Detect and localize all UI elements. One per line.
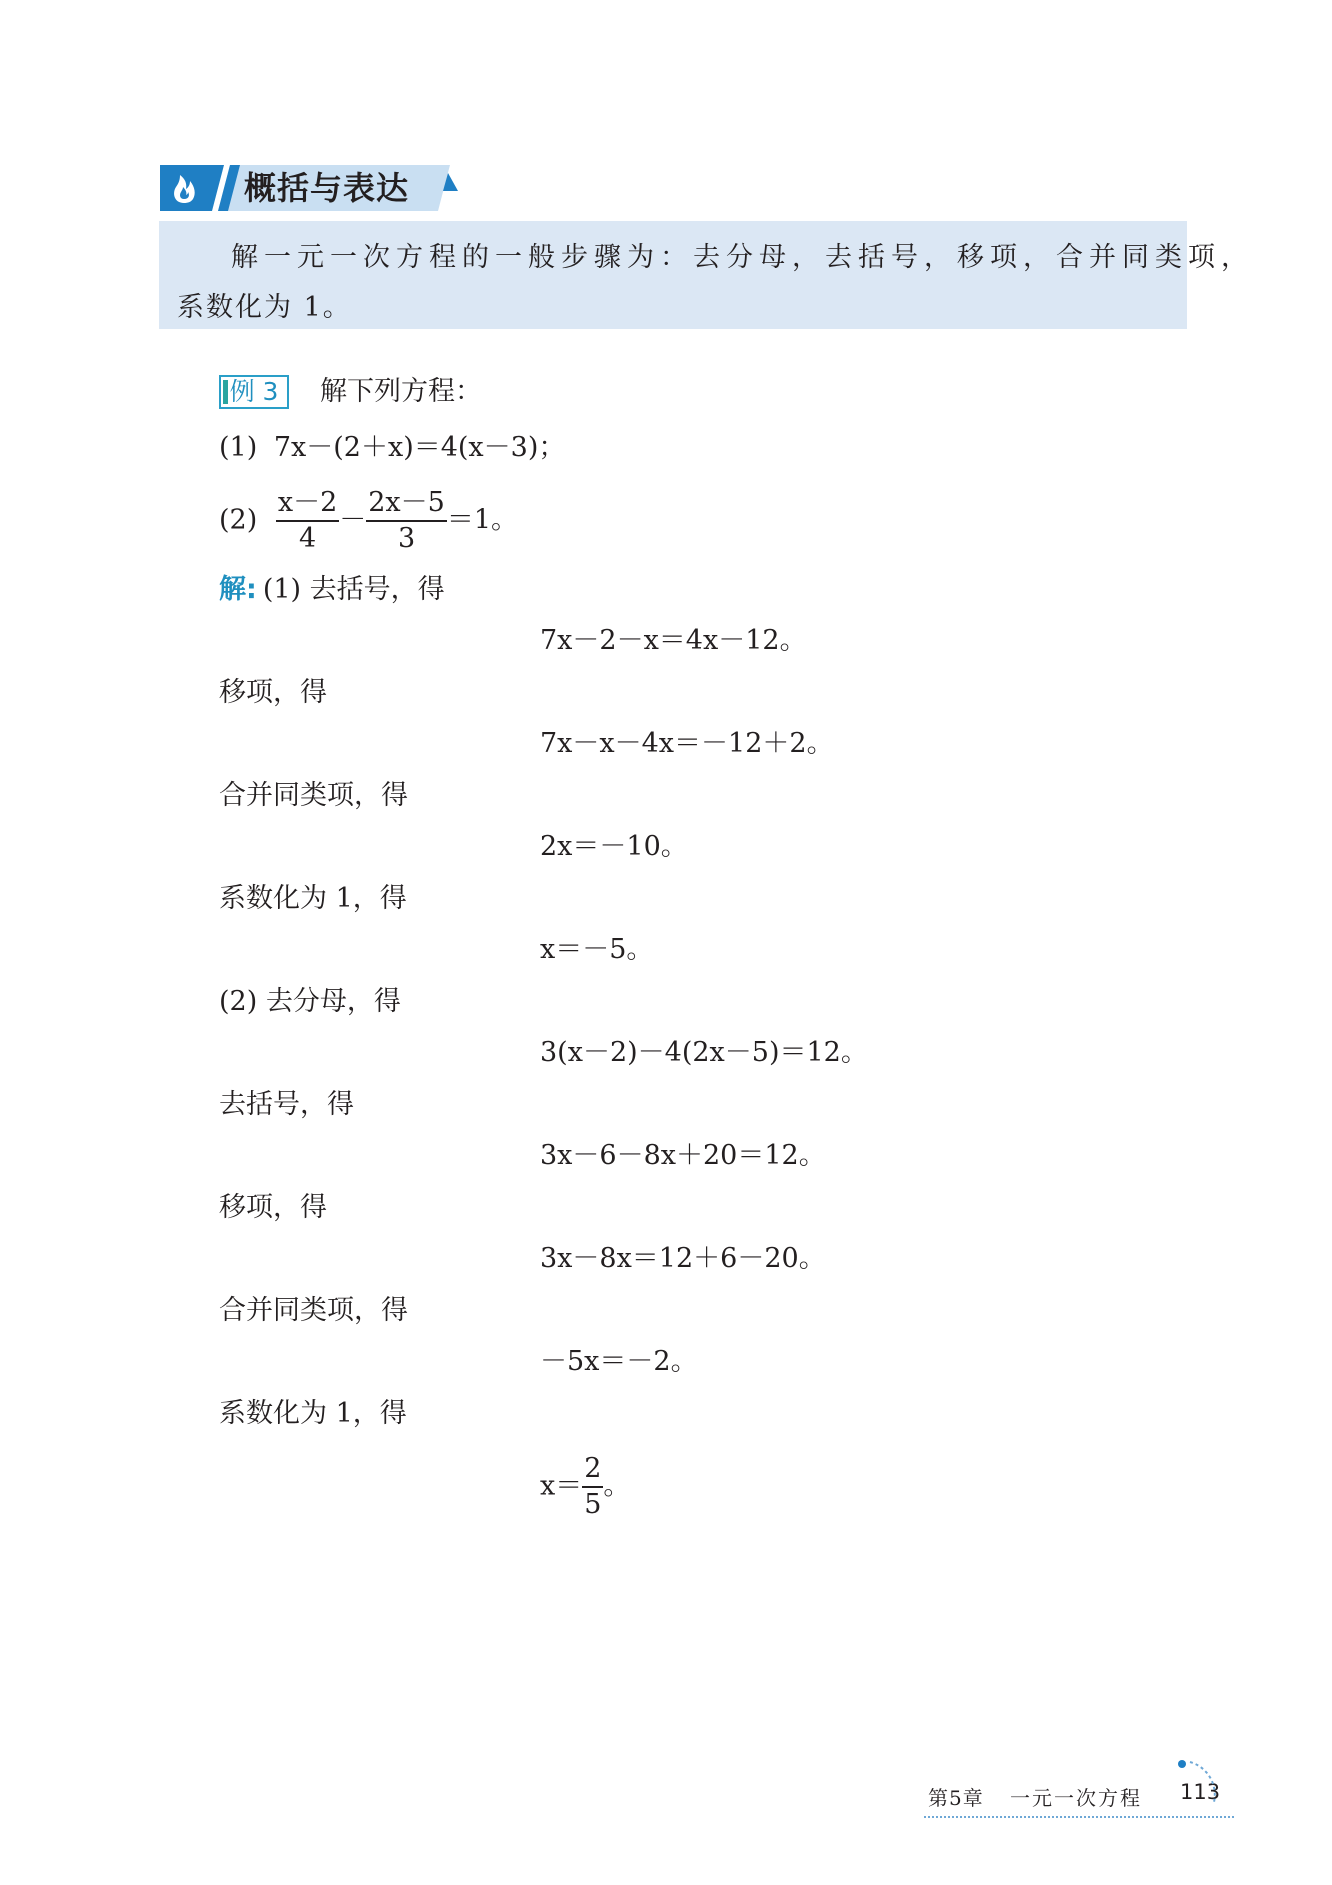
footer-arc-decoration xyxy=(1160,1752,1230,1822)
page-number: 113 xyxy=(1180,1780,1221,1804)
step-text: 去括号，得 xyxy=(219,1089,354,1120)
step-text: 系数化为 1，得 xyxy=(219,883,407,914)
final-fraction xyxy=(582,1452,603,1522)
step-equation: 3(x－2)－4(2x－5)＝12。 xyxy=(540,1037,868,1068)
step-text: (1) 去括号，得 xyxy=(262,574,445,605)
step-equation: 7x－2－x＝4x－12。 xyxy=(540,625,807,656)
summary-line-1: 解一元一次方程的一般步骤为：去分母，去括号，移项，合并同类项， xyxy=(231,242,1254,273)
final-fraction-denominator: 5 xyxy=(584,1488,602,1520)
summary-box xyxy=(159,221,1254,329)
step-text: 移项，得 xyxy=(219,677,327,708)
final-answer-lhs: x＝ xyxy=(540,1470,583,1502)
step-text: (2) 去分母，得 xyxy=(219,986,401,1017)
section-header xyxy=(160,163,460,213)
problem-2-index: (2) xyxy=(219,504,258,536)
problem-1-equation: 7x－(2＋x)＝4(x－3)； xyxy=(273,432,566,463)
solution-step-1 xyxy=(219,572,445,608)
step-equation: 7x－x－4x＝－12＋2。 xyxy=(540,728,834,759)
step-equation: －5x＝－2。 xyxy=(540,1346,698,1377)
problem-2 xyxy=(219,482,518,559)
footer-chapter: 第5章 xyxy=(928,1786,984,1810)
summary-line-2: 系数化为 1。 xyxy=(177,292,352,323)
fraction-2-denominator: 3 xyxy=(397,522,416,554)
example-prompt: 解下列方程： xyxy=(320,376,482,407)
fraction-1-denominator: 4 xyxy=(298,522,317,554)
problem-2-rhs: ＝1。 xyxy=(446,504,519,536)
final-answer xyxy=(540,1448,630,1525)
problem-1-index: (1) xyxy=(219,432,258,463)
step-equation: 2x＝－10。 xyxy=(540,831,688,862)
final-answer-end: 。 xyxy=(603,1470,631,1502)
section-title: 概括与表达 xyxy=(244,169,410,207)
fraction-1-numerator: x－2 xyxy=(276,486,339,522)
step-equation: x＝－5。 xyxy=(540,934,654,965)
footer-chapter-title: 一元一次方程 xyxy=(1010,1786,1142,1810)
step-text: 移项，得 xyxy=(219,1192,327,1223)
solution-label: 解: xyxy=(219,574,257,605)
fraction-2 xyxy=(366,486,447,556)
problem-1 xyxy=(219,430,565,466)
final-fraction-numerator: 2 xyxy=(582,1452,603,1488)
step-equation: 3x－8x＝12＋6－20。 xyxy=(540,1243,826,1274)
problem-2-minus: － xyxy=(339,504,367,536)
step-text: 合并同类项，得 xyxy=(219,780,408,811)
fraction-2-numerator: 2x－5 xyxy=(366,486,447,522)
example-label: 例 3 xyxy=(219,375,289,409)
step-text: 系数化为 1，得 xyxy=(219,1398,407,1429)
step-text: 合并同类项，得 xyxy=(219,1295,408,1326)
fraction-1 xyxy=(276,486,339,556)
step-equation: 3x－6－8x＋20＝12。 xyxy=(540,1140,826,1171)
